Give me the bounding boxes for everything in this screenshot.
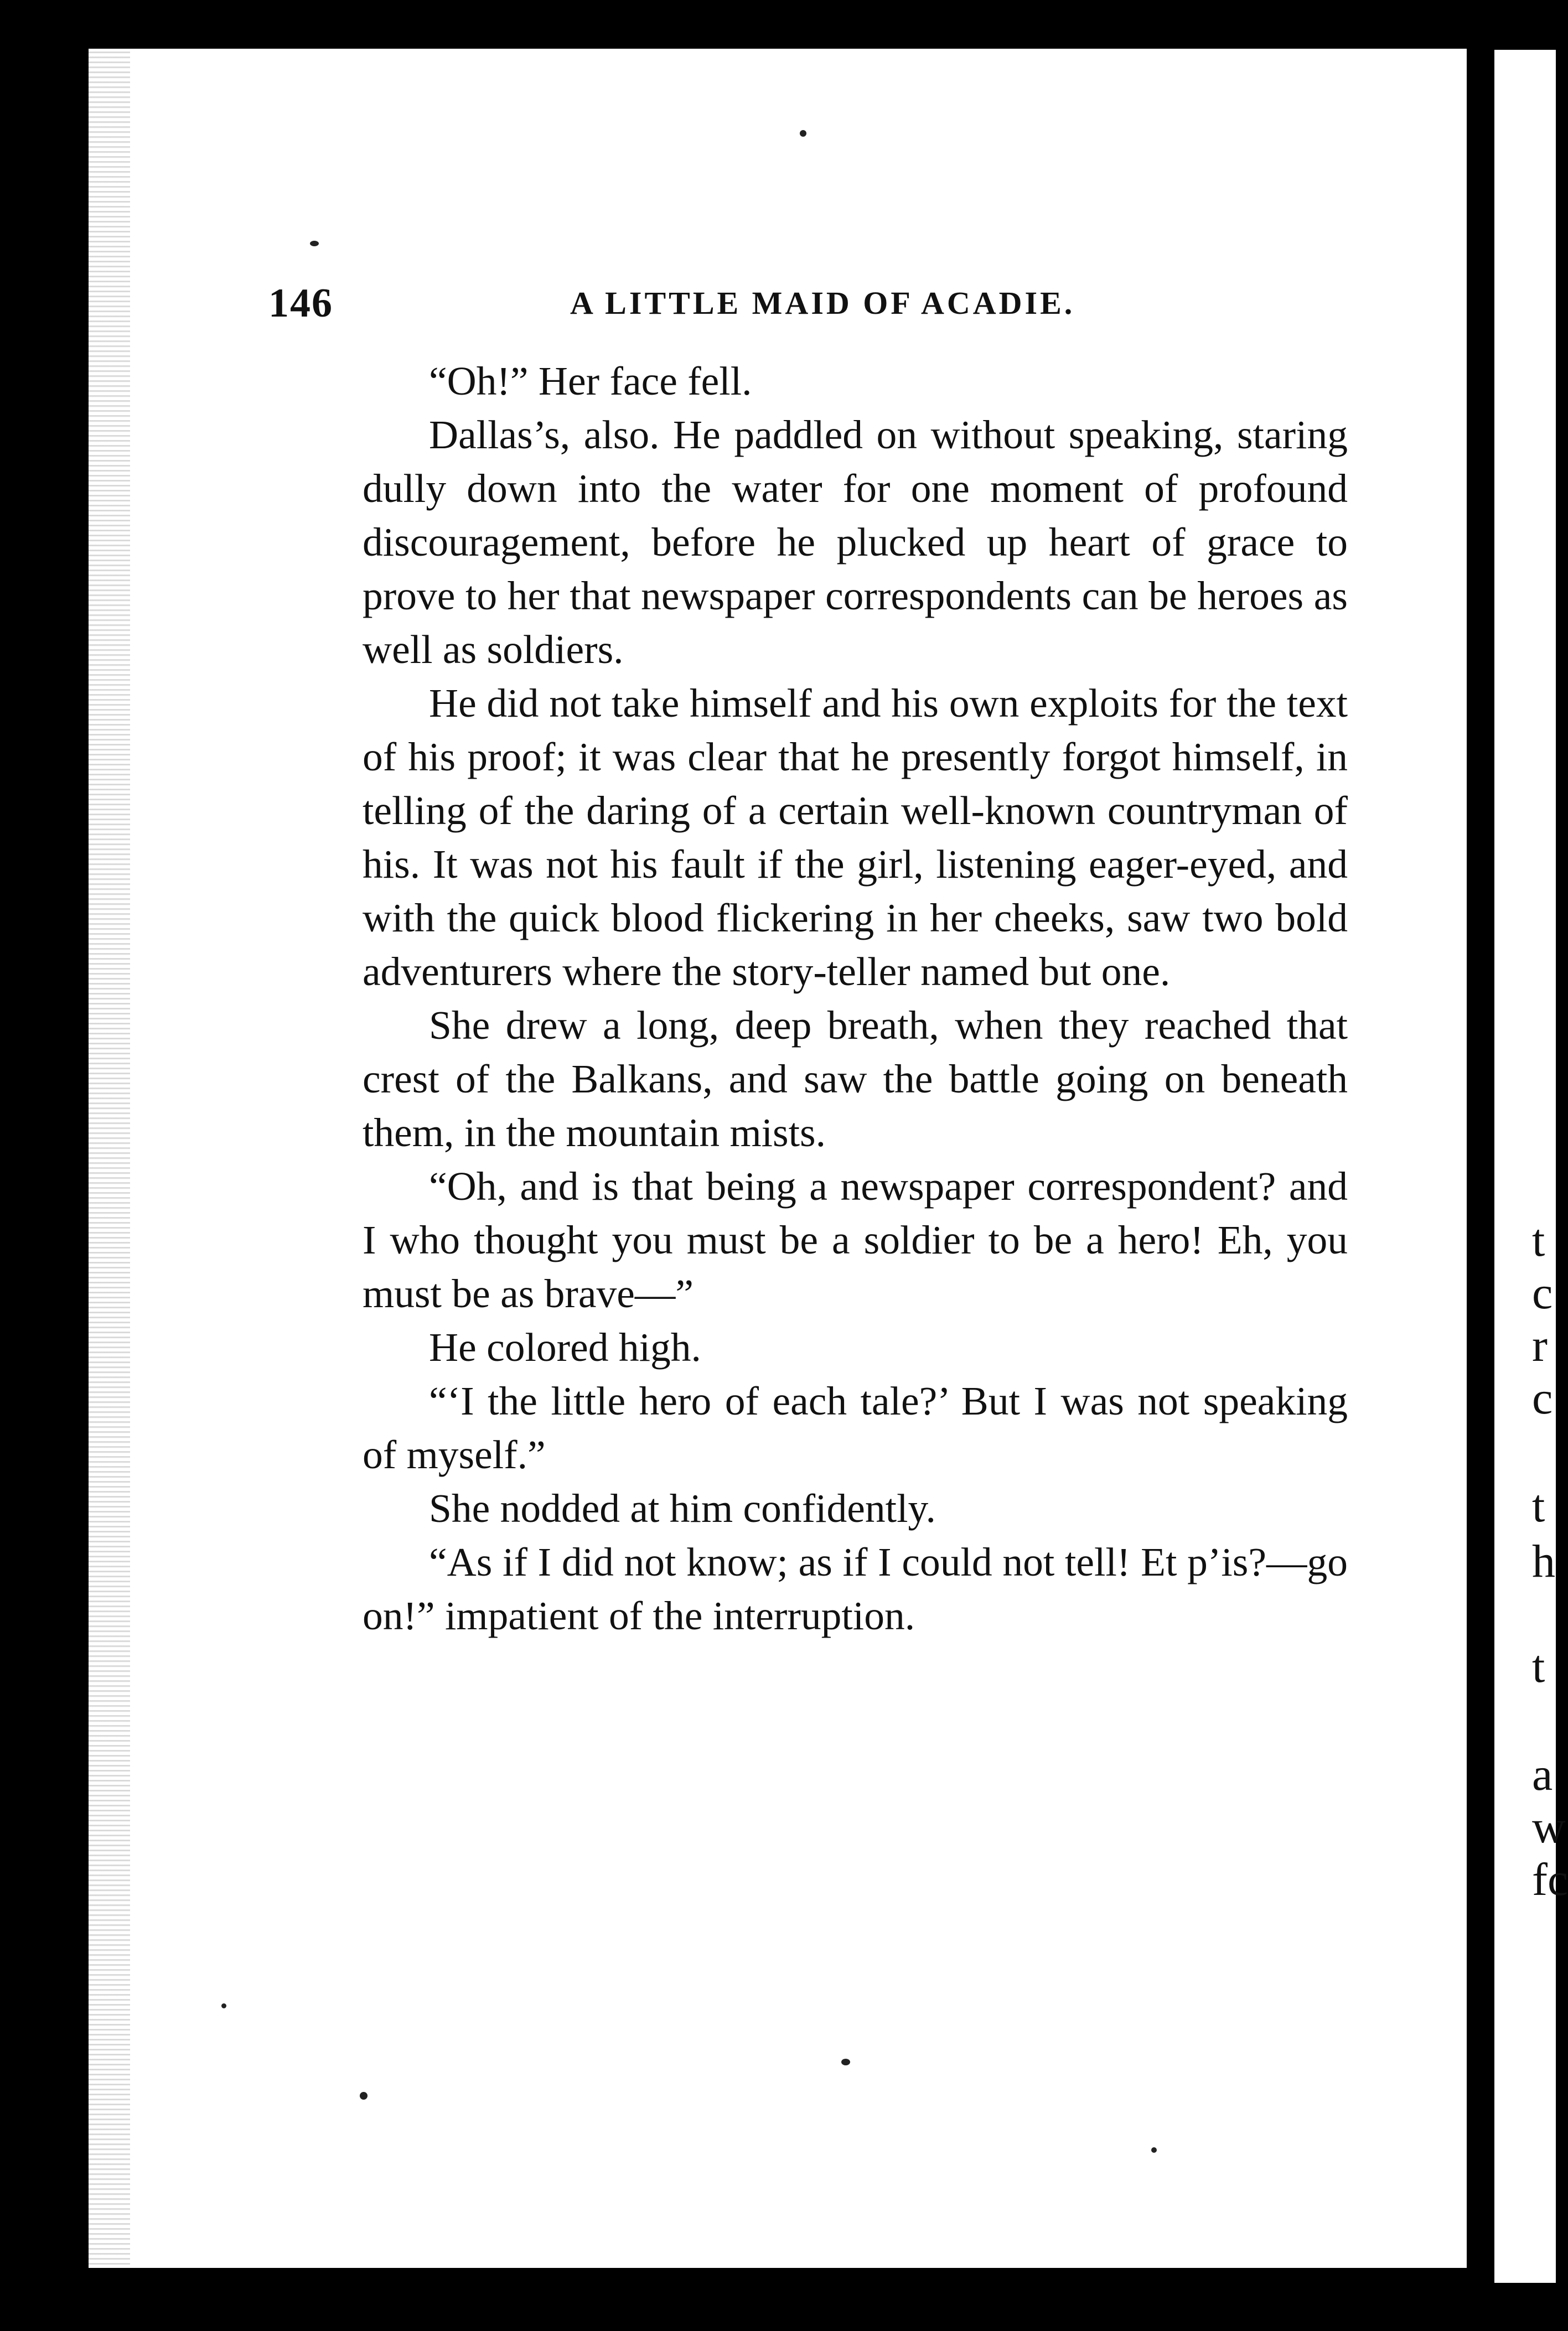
adjacent-page-letter: w [1532, 1801, 1566, 1853]
adjacent-page-letter: fc [1532, 1854, 1568, 1905]
ink-speck [800, 130, 806, 137]
ink-speck [1151, 2147, 1157, 2153]
adjacent-page-letter: c [1532, 1372, 1553, 1424]
adjacent-page-letter: r [1532, 1320, 1548, 1371]
paragraph: She drew a long, deep breath, when they reached that crest of the Balkans, and saw the battle going on beneath them, in the mountain mists. [363, 1003, 1348, 1155]
adjacent-page-letter: t [1532, 1641, 1545, 1692]
paragraph: She nodded at him confidently. [429, 1486, 936, 1531]
paragraph: “Oh!” Her face fell. [429, 359, 752, 403]
adjacent-page-letter: t [1532, 1480, 1545, 1532]
paragraph: “Oh, and is that being a newspaper correspondent? and I who thought you must be a soldier to be a hero! Eh, you must be as brave—” [363, 1164, 1348, 1316]
ink-speck [360, 2092, 368, 2100]
page-body [363, 354, 1348, 1643]
running-header [268, 258, 1364, 335]
ink-speck [221, 2003, 226, 2008]
adjacent-page-letter: t [1532, 1215, 1545, 1266]
adjacent-page-letter: a [1532, 1749, 1553, 1800]
paragraph: “As if I did not know; as if I could not tell! Et p’is?—go on!” impatient of the interruption. [363, 1540, 1348, 1638]
adjacent-page-edge [1494, 50, 1556, 2283]
page-gutter [1467, 50, 1494, 2283]
ink-speck [841, 2059, 850, 2065]
paragraph: “‘I the little hero of each tale?’ But I was not speaking of myself.” [363, 1379, 1348, 1477]
paragraph: He colored high. [429, 1325, 701, 1370]
paragraph: Dallas’s, also. He paddled on without speaking, staring dully down into the water for one moment of profound discouragement, before he plucked up heart of grace to prove to her that newspaper correspondents can be heroes as well as soldiers. [363, 412, 1348, 672]
ink-speck [310, 241, 319, 246]
adjacent-page-letter: h [1532, 1536, 1555, 1587]
paragraph: He did not take himself and his own exploits for the text of his proof; it was clear that he presently forgot himself, in telling of the daring of a certain well-known countryman of his. It was not his fault if the girl, listening eager-eyed, and with the quick blood flickering in her cheeks, saw two bold adventurers where the story-teller named but one. [363, 681, 1348, 994]
page-edge-noise [89, 49, 130, 2268]
page-number: 146 [268, 281, 333, 326]
adjacent-page-letter: c [1532, 1267, 1553, 1319]
running-title: A LITTLE MAID OF ACADIE. [570, 285, 1075, 321]
